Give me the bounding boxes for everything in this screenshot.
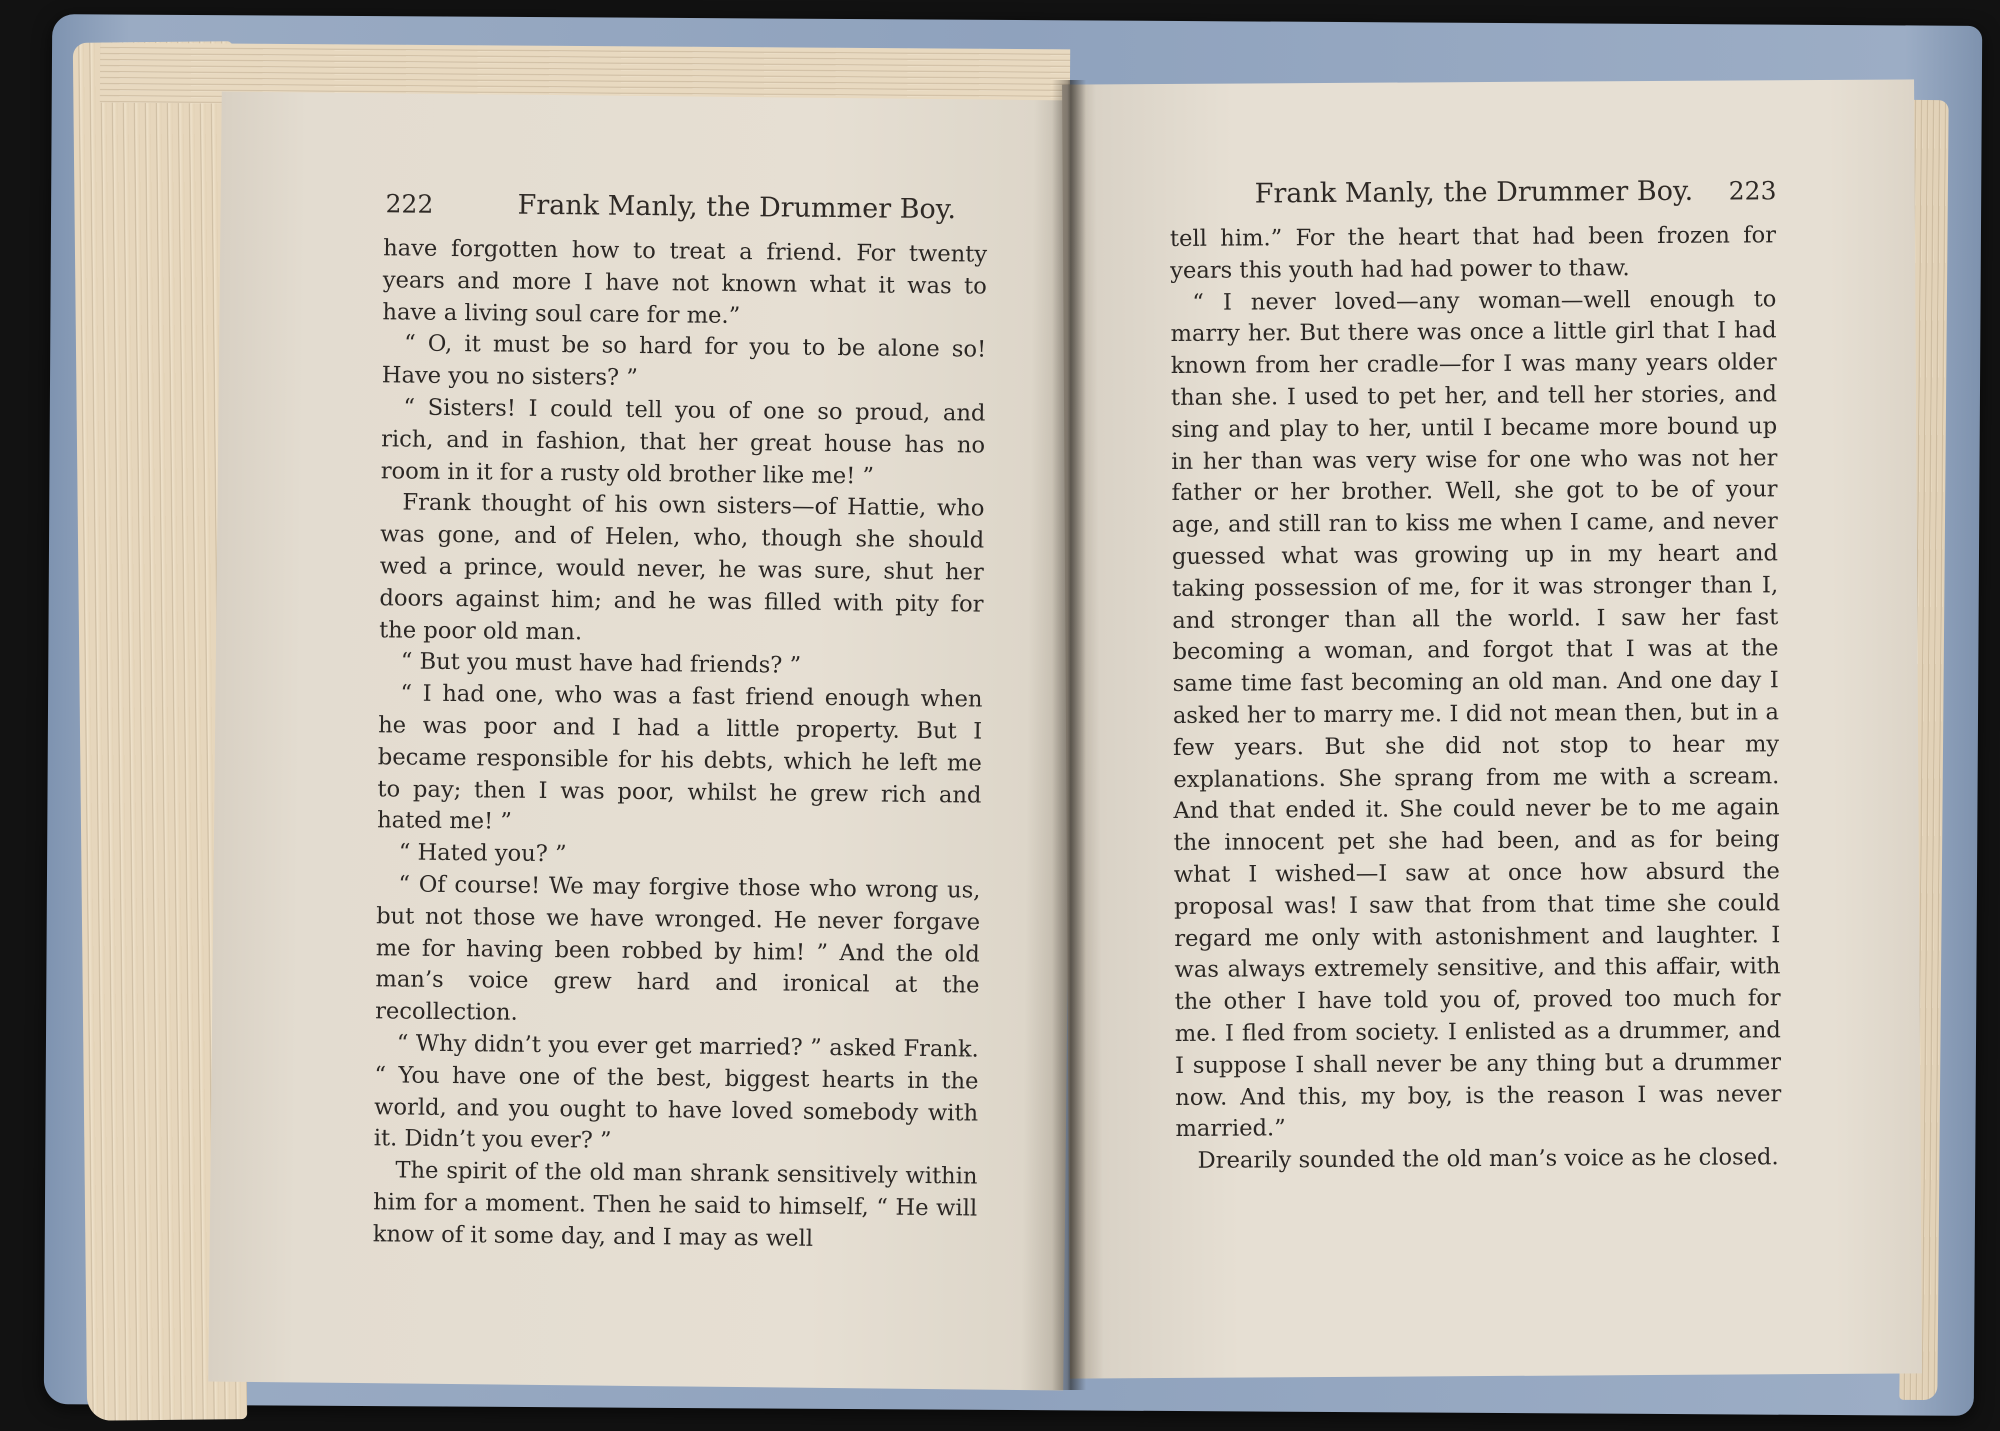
paragraph: “ Sisters! I could tell you of one so proud, and rich, and in fashion, that her great house has no room in it for a rusty old brother like me! ” [380,394,986,489]
page-body [373,233,988,1257]
paragraph: Frank thought of his own sisters—of Hattie, who was gone, and of Helen, who, though she should wed a prince, would never, he was sure, shut her doors against him; and he was filled with pity for the poor old man. [379,489,985,645]
running-head: Frank Manly, the Drummer Boy. [517,189,957,226]
paragraph: Drearily sounded the old man’s voice as he closed. [1197,1144,1779,1174]
paragraph: “ Why didn’t you ever get married? ” asked Frank. “ You have one of the best, biggest hearts in the world, and you ought to have loved somebody with it. Didn’t you ever? ” [373,1030,979,1155]
paragraph: The spirit of the old man shrank sensitively within him for a moment. Then he said to himself, “ He will know of it some day, and I may as well [372,1157,978,1252]
right-page [1062,79,1922,1378]
paragraph: have forgotten how to treat a friend. For twenty years and more I have not known what it was to have a living soul care for me.” [382,235,988,329]
left-page [208,92,1076,1391]
paragraph: “ I had one, who was a fast friend enough when he was poor and I had a little property. But I became responsible for his debts, which he left me to pay; then I was poor, whilst he grew rich and hated me! ” [377,680,983,835]
paragraph: “ Hated you? ” [398,839,567,868]
page-body [1170,220,1782,1178]
page-number: 223 [1728,176,1777,206]
paragraph: tell him.” For the heart that had been frozen for years this youth had had power to thaw. [1169,222,1777,284]
paragraph: “ But you must have had friends? ” [400,648,802,680]
page-number: 222 [385,189,434,219]
book-gutter [1052,80,1086,1390]
paragraph: “ Of course! We may forgive those who wrong us, but not those we have wronged. He never forgave me for having been robbed by him! ” And the old man’s voice grew hard and ironical at the recollection. [375,871,981,1026]
running-head: Frank Manly, the Drummer Boy. [1254,175,1694,210]
paragraph: “ O, it must be so hard for you to be alone so! Have you no sisters? ” [381,330,987,392]
paragraph: “ I never loved—any woman—well enough to marry her. But there was once a little girl that I had known from her cradle—for I was many years older than she. I used to pet her, and tell her stories, and sing and play to her, until I became more bound up in her than was very wise for one who was not her father or her brother. Well, she got to be of your age, and still ran to kiss me when I came, and never guessed what was growing up in my heart and taking possession of me, for it was stronger than I, and stronger than all the world. I saw her fast becoming a woman, and forgot that I was at the same time fast becoming an old man. And one day I asked her to marry me. I did not mean then, but in a few years. But she did not stop to hear my explanations. She sprang from me with a scream. And that ended it. She could never be to me again the innocent pet she had been, and as for being what I wished—I saw at once how absurd the proposal was! I saw that from that time she could regard me only with astonishment and laughter. I was always extremely sensitive, and this affair, with the other I have told you of, proved too much for me. I fled from society. I enlisted as a drummer, and I suppose I shall never be any thing but a drummer now. And this, my boy, is the reason I was never married.” [1170,285,1782,1143]
